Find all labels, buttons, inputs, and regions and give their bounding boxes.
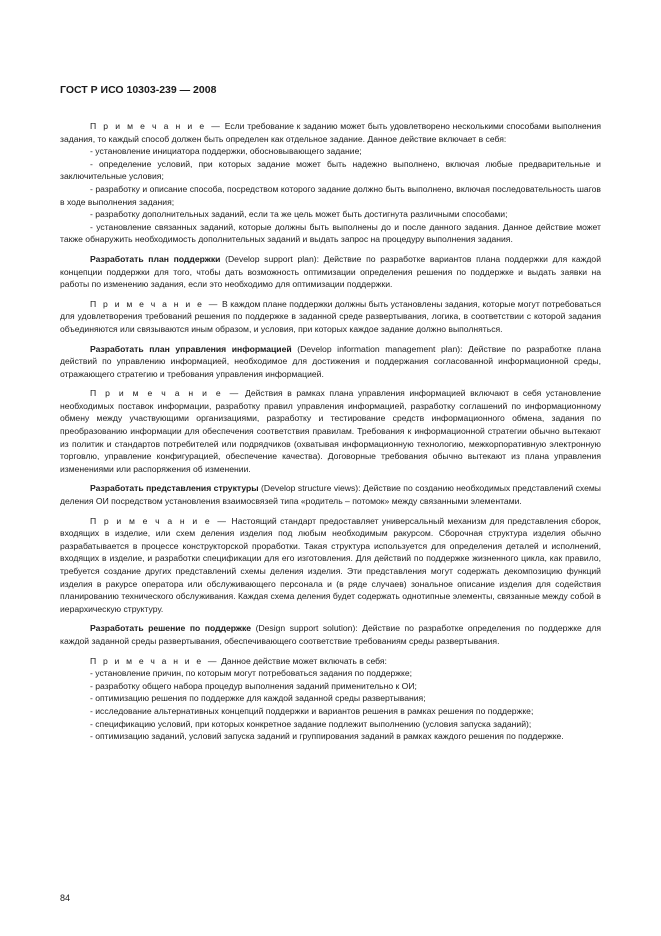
definition-term: Разработать решение по поддержке xyxy=(90,623,252,634)
document-body xyxy=(60,120,601,743)
note-paragraph xyxy=(60,387,601,475)
definition-term: Разработать план управления информацией xyxy=(90,343,292,354)
definition-text: (Develop information management plan): Действие по разработке плана действий по управлению информацией, необходимое для достижения и поддержания согласованной информационной среды, отражающего стратегию и требования управления информацией. xyxy=(60,343,601,379)
definition-paragraph xyxy=(60,482,601,507)
definition-term: Разработать план поддержки xyxy=(90,253,221,264)
list-item: - оптимизацию заданий, условий запуска заданий и группирования заданий в рамках каждого решения по поддержке. xyxy=(90,731,564,742)
note-label: П р и м е ч а н и е — xyxy=(90,298,220,309)
note-paragraph xyxy=(60,655,601,668)
list-item: - разработку дополнительных заданий, если та же цель может быть достигнута различными способами; xyxy=(90,209,508,220)
list-item: - установление причин, по которым могут потребоваться задания по поддержке; xyxy=(90,668,413,679)
list-item: - определение условий, при которых задание может быть надежно выполнено, включая любые предварительные и заключительные условия; xyxy=(60,158,601,182)
definition-text: (Develop structure views): Действие по созданию необходимых представлений схемы деления ОИ посредством установления взаимосвязей типа «родитель – потомок» между связанными элементами. xyxy=(60,483,601,507)
note-paragraph xyxy=(60,298,601,336)
list-item: - установление инициатора поддержки, обосновывающего задание; xyxy=(90,146,362,157)
list-item: - установление связанных заданий, которые должны быть выполнены до и после данного задания. Данное действие может также обнаружить необходимость дополнительных заданий и выдать запрос на процедуру выполнения задания. xyxy=(60,221,601,245)
note-label: П р и м е ч а н и е — xyxy=(90,655,219,666)
document-page xyxy=(60,84,601,743)
page-number: 84 xyxy=(60,893,71,903)
note-label: П р и м е ч а н и е — xyxy=(90,121,223,131)
list-item: - исследование альтернативных концепций поддержки и вариантов решения в рамках решения по поддержке; xyxy=(90,705,534,716)
note-paragraph xyxy=(60,515,601,616)
note-label: П р и м е ч а н и е — xyxy=(90,515,229,526)
note-text: Действия в рамках плана управления информацией включают в себя установление необходимых поставок информации, разработку правил управления информацией, разработку соглашений по информационному обмену между участвующими организациями, разработку и тестирование средств информационного обмена, задания по преобразованию информации для обеспечения соответствия правилам. Требования к информационной стратегии обычно вытекают из политик и стандартов потребителей или подрядчиков (охватывая информационную технологию, межкорпоративную электронную торговлю, управление конфигурацией, обеспечение качества). Договорные требования обычно вытекают из плана управления изменениями или распоряжения об изменении. xyxy=(60,388,601,474)
definition-paragraph xyxy=(60,622,601,647)
definition-term: Разработать представления структуры xyxy=(90,483,259,494)
definition-text: (Develop support plan): Действие по разработке вариантов плана поддержки для каждой концепции поддержки для того, чтобы дать возможность оптимизации определения решения по поддержке и выдать заявки на работы по изменению задания, если это необходимо для оптимизации поддержки. xyxy=(60,253,601,290)
note-text: Если требование к заданию может быть удовлетворено несколькими способами выполнения задания, то каждый способ должен быть определен как отдельное задание. Данное действие включает в себя: xyxy=(60,121,601,144)
definition-paragraph xyxy=(60,343,601,381)
definition-text: (Design support solution): Действие по разработке определения по поддержке для каждой заданной среды развертывания, обеспечивающего соответствие требованиям среды развертывания. xyxy=(60,623,602,646)
document-header: ГОСТ Р ИСО 10303-239 — 2008 xyxy=(60,84,217,96)
note-text: Настоящий стандарт предоставляет универсальный механизм для представления сборок, входящих в изделие, или схем деления изделия под любым необходимым ракурсом. Сборочная структура изделия обычно разрабатывается в процессе конструкторской проработки. Такая структура используется для определения деталей и исполнений, входящих в изделие, и разработки спецификации для его изготовления. Для действий по поддержке жизненного цикла, как правило, требуется создание других представлений схемы деления изделия. Эти представления могут содержать декомпозицию функций изделия в ракурсе оператора или обслуживающего персонала и (в ряде случаев) зональное описание изделия для содействия планированию технического обслуживания. Каждая схема деления будет содержать однотипные элементы, связанные между собой в иерархическую структуру. xyxy=(60,515,601,614)
definition-paragraph xyxy=(60,253,601,291)
note-text: В каждом плане поддержки должны быть установлены задания, которые могут потребоваться для удовлетворения требований решения по поддержке в заданной среде развертывания, логика, в соответствии с которой задания объединяются или связываются иным образом, и условия, при которых каждое задание должно выполняться. xyxy=(60,298,601,334)
note-label: П р и м е ч а н и е — xyxy=(90,388,241,399)
note-paragraph xyxy=(60,120,601,145)
note-text: Данное действие может включать в себя: xyxy=(218,655,387,666)
list-item: - оптимизацию решения по поддержке для каждой заданной среды развертывания; xyxy=(90,693,426,704)
list-item: - разработку и описание способа, посредством которого задание должно быть выполнено, включая последовательность шагов в ходе выполнения задания; xyxy=(60,183,601,207)
list-item: - разработку общего набора процедур выполнения заданий применительно к ОИ; xyxy=(90,680,417,691)
list-item: - спецификацию условий, при которых конкретное задание подлежит выполнению (условия запуска заданий); xyxy=(90,718,532,729)
